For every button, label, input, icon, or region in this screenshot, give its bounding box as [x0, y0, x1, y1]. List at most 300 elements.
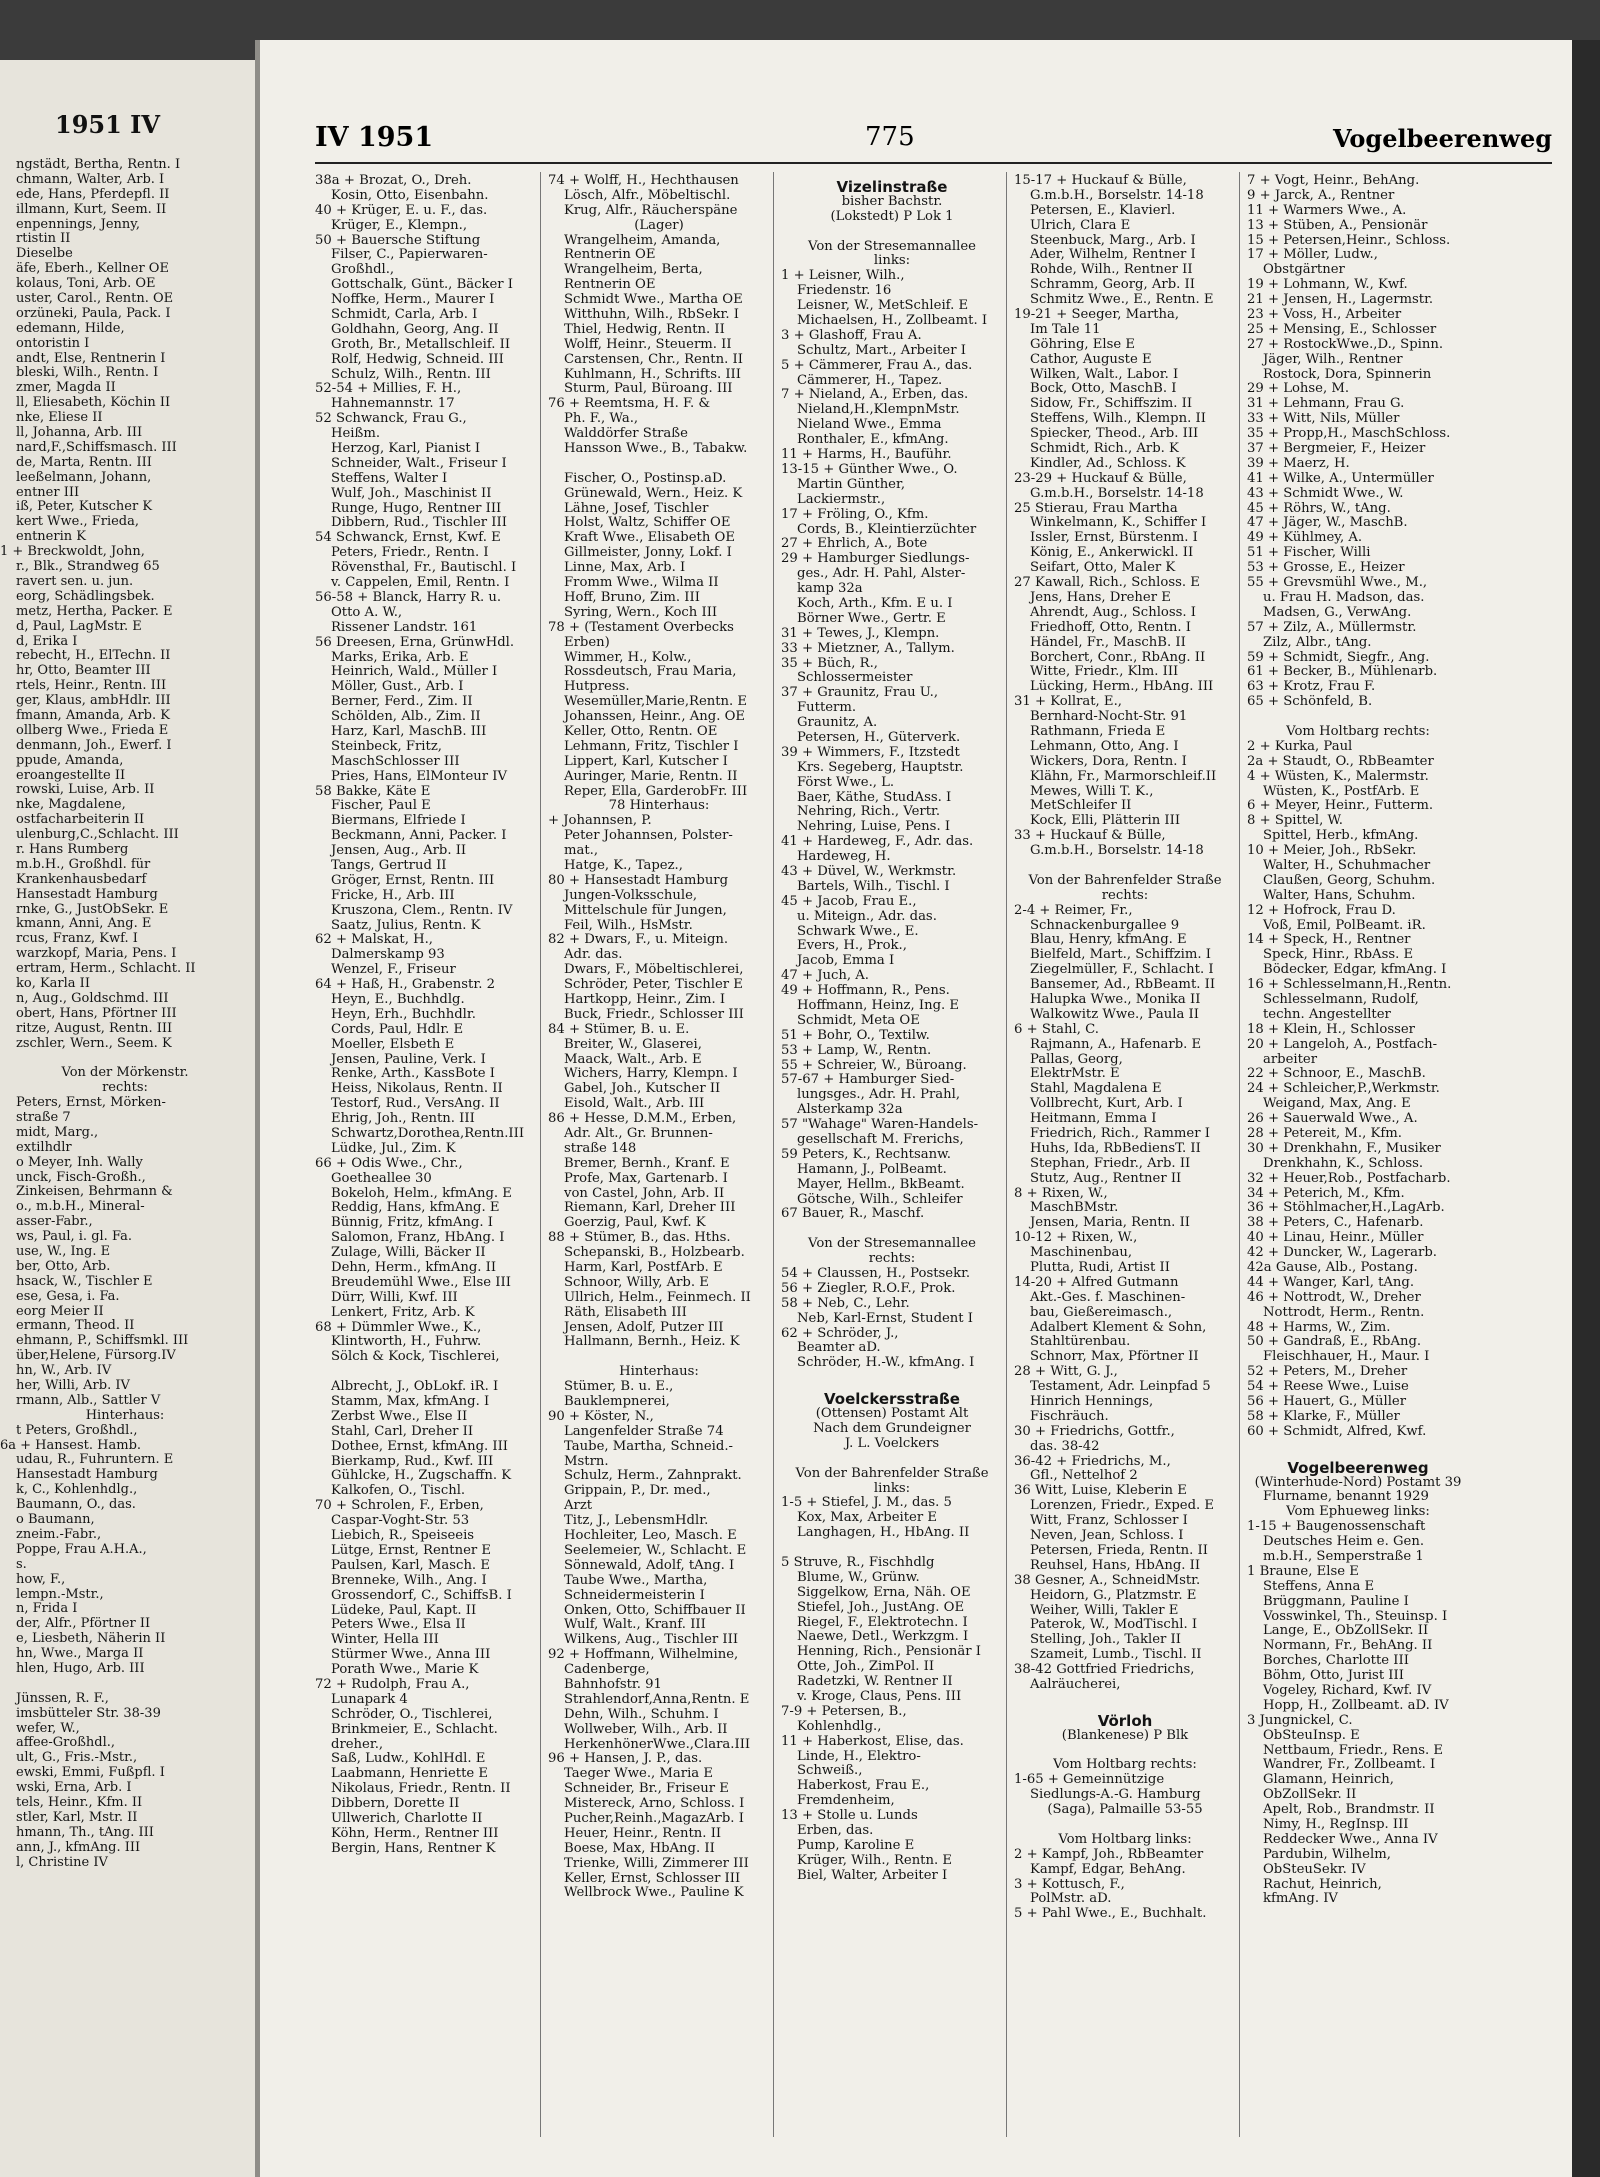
directory-entry: 96 + Hansen, J. P., das. — [548, 1752, 703, 1767]
directory-entry: Brüggmann, Pauline I — [1263, 1594, 1409, 1609]
directory-entry: 86 + Hesse, D.M.M., Erben, — [548, 1112, 737, 1127]
directory-entry: Moeller, Elsbeth E — [331, 1037, 455, 1052]
directory-entry: Von der Mörkenstr. — [61, 1066, 189, 1081]
directory-entry: Im Tale 11 — [1030, 322, 1101, 337]
directory-entry: Berner, Ferd., Zim. II — [331, 695, 473, 710]
directory-entry: Bokeloh, Helm., kfmAng. E — [331, 1186, 512, 1201]
directory-entry: 5 + Pahl Wwe., E., Buchhalt. — [1014, 1907, 1207, 1922]
directory-entry: Biermans, Elfriede I — [331, 814, 466, 829]
directory-entry: Hoffmann, Heinz, Ing. E — [797, 999, 960, 1013]
directory-entry: v. Kroge, Claus, Pens. III — [797, 1689, 962, 1704]
directory-entry: 7-9 + Petersen, B., — [781, 1704, 907, 1719]
directory-entry: 51 + Bohr, O., Textilw. — [781, 1028, 930, 1043]
directory-entry: Lähne, Josef, Tischler — [564, 501, 709, 516]
directory-entry: Pardubin, Wilhelm, — [1263, 1847, 1391, 1862]
blank-line — [781, 1452, 1003, 1467]
directory-entry: 7 + Nieland, A., Erben, das. — [781, 388, 969, 403]
directory-entry: 33 + Mietzner, A., Tallym. — [781, 641, 955, 656]
directory-entry: Biel, Walter, Arbeiter I — [797, 1868, 948, 1883]
directory-entry: rowski, Luise, Arb. II — [16, 783, 155, 798]
directory-entry: Goerzig, Paul, Kwf. K — [564, 1216, 706, 1231]
directory-entry: Marks, Erika, Arb. E — [331, 650, 469, 665]
directory-entry: use, W., Ing. E — [16, 1245, 111, 1260]
directory-entry: über,Helene, Fürsorg.IV — [16, 1349, 176, 1364]
directory-entry: e, Liesbeth, Näherin II — [16, 1632, 166, 1647]
directory-entry: 78 + (Testament Overbecks — [548, 620, 734, 635]
directory-entry: obert, Hans, Pförtner III — [16, 1006, 177, 1021]
directory-entry: Reuhsel, Hans, HbAng. II — [1030, 1558, 1201, 1573]
directory-entry: 40 + Linau, Heinr., Müller — [1247, 1231, 1424, 1246]
directory-entry: midt, Marg., — [16, 1125, 99, 1140]
directory-entry: Mewes, Willi T. K., — [1030, 784, 1154, 799]
directory-entry: arbeiter — [1263, 1052, 1318, 1067]
directory-entry: 32 + Heuer,Rob., Postfacharb. — [1247, 1171, 1451, 1186]
directory-entry: Gröger, Ernst, Rentn. III — [331, 873, 495, 888]
page-year: IV 1951 — [315, 122, 434, 153]
directory-entry: Paterok, W., ModTischl. I — [1030, 1618, 1198, 1633]
directory-entry: Hatge, K., Tapez., — [564, 858, 683, 873]
directory-entry: t Peters, Großhdl., — [16, 1423, 138, 1438]
directory-entry: o., m.b.H., Mineral- — [16, 1200, 145, 1215]
directory-entry: Wilkens, Aug., Tischler III — [564, 1633, 739, 1648]
directory-entry: eorg, Schädlingsbek. — [16, 589, 155, 604]
directory-entry: Friedhoff, Otto, Rentn. I — [1030, 620, 1191, 635]
directory-entry: ann, J., kfmAng. III — [16, 1840, 141, 1855]
directory-entry: bau, Gießereimasch., — [1030, 1305, 1173, 1320]
directory-entry: 38 + Peters, C., Hafenarb. — [1247, 1216, 1424, 1231]
directory-entry: 21 + Jensen, H., Lagermstr. — [1247, 293, 1434, 308]
directory-page — [260, 40, 1572, 2177]
directory-entry: Rentnerin OE — [564, 278, 656, 293]
directory-entry: 45 + Röhrs, W., tAng. — [1247, 501, 1391, 516]
directory-entry: ertram, Herm., Schlacht. II — [16, 962, 196, 977]
directory-entry: unck, Fisch-Großh., — [16, 1170, 146, 1185]
directory-entry: Obstgärtner — [1263, 263, 1345, 278]
directory-entry: 60 + Schmidt, Alfred, Kwf. — [1247, 1424, 1427, 1439]
blank-line — [1014, 1818, 1236, 1833]
directory-entry: 58 + Neb, C., Lehr. — [781, 1296, 910, 1311]
directory-entry: Arzt — [564, 1499, 593, 1514]
directory-entry: 33 + Huckauf & Bülle, — [1014, 829, 1166, 844]
directory-entry: Issler, Ernst, Bürstenm. I — [1030, 531, 1198, 546]
directory-entry: Stutz, Aug., Rentner II — [1030, 1171, 1182, 1186]
directory-entry: Schölden, Alb., Zim. II — [331, 710, 481, 725]
directory-entry: Speck, Hinr., RbAss. E — [1263, 948, 1414, 963]
directory-entry: 28 + Petereit, M., Kfm. — [1247, 1127, 1402, 1141]
directory-entry: ll, Johanna, Arb. III — [16, 426, 143, 441]
directory-entry: Petersen, Frieda, Rentn. II — [1030, 1543, 1208, 1558]
directory-entry: Dothee, Ernst, kfmAng. III — [331, 1439, 509, 1454]
directory-entry: Stürmer Wwe., Anna III — [331, 1648, 491, 1663]
directory-entry: Nieland Wwe., Emma — [797, 418, 942, 433]
directory-entry: Stahl, Magdalena E — [1030, 1082, 1162, 1097]
directory-entry: Ronthaler, E., kfmAng. — [797, 433, 949, 448]
directory-entry: Hochleiter, Leo, Masch. E — [564, 1529, 737, 1544]
directory-entry: mat., — [564, 844, 599, 859]
directory-entry: 22 + Schnoor, E., MaschB. — [1247, 1067, 1426, 1082]
directory-entry: Grossendorf, C., SchiffsB. I — [331, 1588, 512, 1603]
directory-entry: Petersen, E., Klavierl. — [1030, 203, 1176, 218]
column-3 — [781, 174, 1003, 1884]
column-divider — [773, 172, 774, 2137]
directory-entry: Reddig, Hans, kfmAng. E — [331, 1201, 500, 1216]
directory-entry: kmann, Anni, Ang. E — [16, 917, 152, 932]
directory-entry: d, Paul, LagMstr. E — [16, 619, 142, 634]
directory-entry: nard,F.,Schiffsmasch. III — [16, 440, 177, 455]
directory-entry: König, E., Ankerwickl. II — [1030, 546, 1194, 561]
directory-entry: Radetzki, W. Rentner II — [797, 1675, 953, 1690]
directory-entry: Wolff, Heinr., Steuerm. II — [564, 337, 732, 352]
directory-entry: Heitmann, Emma I — [1030, 1112, 1157, 1127]
directory-entry: Laabmann, Henriette E — [331, 1767, 489, 1782]
directory-entry: Cämmerer, H., Tapez. — [797, 373, 943, 388]
directory-entry: affee-Großhdl., — [16, 1736, 115, 1751]
directory-entry: hlen, Hugo, Arb. III — [16, 1661, 145, 1676]
directory-entry: 19-21 + Seeger, Martha, — [1014, 308, 1180, 323]
directory-entry: m.b.H., Semperstraße 1 — [1263, 1549, 1424, 1564]
directory-entry: Heidorn, G., Platzmstr. E — [1030, 1588, 1197, 1603]
directory-entry: Bremer, Bernh., Kranf. E — [564, 1156, 730, 1171]
directory-entry: zneim.-Fabr., — [16, 1527, 102, 1542]
directory-entry: Deutsches Heim e. Gen. — [1263, 1535, 1425, 1550]
directory-entry: 36-42 + Friedrichs, M., — [1014, 1454, 1171, 1469]
directory-entry: 62 + Malskat, H., — [315, 933, 433, 948]
directory-entry: Beamter aD. — [797, 1341, 881, 1356]
directory-entry: Bünnig, Fritz, kfmAng. I — [331, 1216, 493, 1231]
directory-entry: 14-20 + Alfred Gutmann — [1014, 1275, 1179, 1290]
directory-entry: ObSteuSekr. IV — [1263, 1862, 1366, 1877]
directory-entry: Nieland,H.,KlempnMstr. — [797, 403, 960, 418]
directory-entry: Götsche, Wilh., Schleifer — [797, 1192, 963, 1207]
directory-entry: Hansson Wwe., B., Tabakw. — [564, 442, 748, 457]
directory-entry: 14 + Speck, H., Rentner — [1247, 933, 1411, 948]
directory-entry: Schulz, Herm., Zahnprakt. — [564, 1469, 742, 1484]
directory-entry: Pump, Karoline E — [797, 1838, 915, 1853]
directory-entry: Normann, Fr., BehAng. II — [1263, 1639, 1433, 1654]
directory-entry: asser-Fabr., — [16, 1215, 93, 1230]
directory-entry: Sidow, Fr., Schiffszim. II — [1030, 397, 1193, 412]
directory-entry: Krüger, Wilh., Rentn. E — [797, 1853, 952, 1868]
directory-entry: Witte, Friedr., Klm. III — [1030, 665, 1179, 680]
directory-entry: 30 + Drenkhahn, F., Musiker — [1247, 1141, 1441, 1156]
directory-entry: ritze, August, Rentn. III — [16, 1021, 173, 1036]
directory-entry: 39 + Maerz, H. — [1247, 456, 1350, 471]
directory-entry: Jacob, Emma I — [797, 954, 895, 969]
left-page-column — [0, 158, 250, 1870]
directory-entry: Langenfelder Straße 74 — [564, 1424, 724, 1439]
directory-entry: Auringer, Marie, Rentn. II — [564, 769, 738, 784]
directory-entry: Wenzel, F., Friseur — [331, 963, 456, 978]
directory-entry: Walddörfer Straße — [564, 427, 688, 442]
directory-entry: Rentnerin OE — [564, 248, 656, 263]
directory-entry: Schramm, Georg, Arb. II — [1030, 278, 1195, 293]
directory-entry: Mayer, Hellm., BkBeamt. — [797, 1177, 965, 1192]
directory-entry: Lösch, Alfr., Möbeltischl. — [564, 188, 731, 203]
directory-entry: Nehring, Rich., Vertr. — [797, 805, 941, 820]
directory-entry: 82 + Dwars, F., u. Miteign. — [548, 933, 729, 948]
directory-entry: lempn.-Mstr., — [16, 1587, 104, 1602]
directory-entry: rebecht, H., ElTechn. II — [16, 649, 171, 664]
directory-entry: Buck, Friedr., Schlosser III — [564, 1007, 744, 1022]
directory-entry: bleski, Wilh., Rentn. I — [16, 366, 159, 381]
directory-entry: 80 + Hansestadt Hamburg — [548, 873, 729, 888]
directory-entry: ermann, Theod. II — [16, 1319, 135, 1334]
directory-entry: PolMstr. aD. — [1030, 1892, 1112, 1907]
directory-entry: how, F., — [16, 1572, 66, 1587]
directory-entry: 31 + Tewes, J., Klempn. — [781, 626, 940, 641]
directory-entry: Fricke, H., Arb. III — [331, 888, 455, 903]
directory-entry: 23-29 + Huckauf & Bülle, — [1014, 471, 1187, 486]
directory-entry: 54 + Reese Wwe., Luise — [1247, 1380, 1409, 1395]
directory-entry: hmann, Th., tAng. III — [16, 1825, 154, 1840]
directory-entry: Schmidt Wwe., Martha OE — [564, 293, 743, 308]
directory-entry: 90 + Köster, N., — [548, 1409, 654, 1424]
directory-entry: Drenkhahn, K., Schloss. — [1263, 1156, 1424, 1171]
directory-entry: Otto A. W., — [331, 605, 403, 620]
directory-entry: nke, Eliese II — [16, 411, 103, 426]
directory-entry: G.m.b.H., Borselstr. 14-18 — [1030, 486, 1204, 501]
directory-entry: Boese, Max, HbAng. II — [564, 1841, 715, 1856]
directory-entry: s. — [16, 1557, 27, 1572]
directory-entry: Großhdl., — [331, 263, 395, 278]
directory-entry: 27 + Ehrlich, A., Bote — [781, 537, 928, 552]
directory-entry: zschler, Wern., Seem. K — [16, 1036, 172, 1051]
directory-entry: 5 Struve, R., Fischhdlg — [781, 1555, 935, 1570]
directory-entry: her, Willi, Arb. IV — [16, 1379, 130, 1394]
directory-entry: Hartkopp, Heinr., Zim. I — [564, 992, 726, 1007]
directory-entry: 49 + Kühlmey, A. — [1247, 531, 1363, 546]
directory-entry: tels, Heinr., Kfm. II — [16, 1795, 143, 1810]
directory-entry: Halupka Wwe., Monika II — [1030, 992, 1201, 1007]
directory-entry: Michaelsen, H., Zollbeamt. I — [797, 314, 988, 329]
directory-entry: Schnackenburgallee 9 — [1030, 918, 1180, 933]
directory-entry: 39 + Wimmers, F., Itzstedt — [781, 745, 960, 760]
directory-entry: Pucher,Reinh.,MagazArb. I — [564, 1811, 744, 1826]
directory-entry: Holst, Waltz, Schiffer OE — [564, 516, 731, 531]
directory-entry: Lütge, Ernst, Rentner E — [331, 1543, 492, 1558]
directory-entry: Wickers, Dora, Rentn. I — [1030, 754, 1187, 769]
column-divider — [1006, 172, 1007, 2137]
directory-entry: Kampf, Edgar, BehAng. — [1030, 1862, 1186, 1877]
directory-entry: 56 Dreesen, Erna, GrünwHdl. — [315, 635, 515, 650]
directory-entry: straße 7 — [16, 1111, 71, 1125]
directory-entry: Hahnemannstr. 17 — [331, 397, 455, 412]
directory-entry: Nottrodt, Herm., Rentn. — [1263, 1305, 1425, 1320]
directory-entry: Hallmann, Bernh., Heiz. K — [564, 1335, 740, 1350]
directory-entry: 52 Schwanck, Frau G., — [315, 412, 467, 427]
directory-entry: Henning, Rich., Pensionär I — [797, 1645, 981, 1660]
directory-entry: Cadenberge, — [564, 1663, 650, 1678]
directory-entry: Hardeweg, H. — [797, 850, 891, 865]
directory-entry: Grippain, P., Dr. med., — [564, 1484, 711, 1499]
directory-entry: ll, Eliesabeth, Köchin II — [16, 396, 171, 411]
directory-entry: r. Hans Rumberg — [16, 842, 129, 857]
directory-entry: Harz, Karl, MaschB. III — [331, 724, 487, 739]
directory-entry: u. Miteign., Adr. das. — [797, 909, 937, 924]
directory-entry: 2 + Kampf, Joh., RbBeamter — [1014, 1847, 1204, 1862]
directory-entry: Von der Bahrenfelder Straße — [795, 1466, 989, 1481]
directory-entry: imsbütteler Str. 38-39 — [16, 1706, 161, 1721]
directory-entry: Lenkert, Fritz, Arb. K — [331, 1305, 475, 1320]
directory-entry: Syring, Wern., Koch III — [564, 605, 718, 620]
directory-entry: Dürr, Willi, Kwf. III — [331, 1290, 458, 1305]
directory-entry: Ader, Wilhelm, Rentner I — [1030, 248, 1196, 263]
directory-entry: 30 + Friedrichs, Gottfr., — [1014, 1424, 1175, 1439]
directory-entry: 3 + Kottusch, F., — [1014, 1877, 1125, 1892]
column-divider — [540, 172, 541, 2137]
directory-entry: Fischer, O., Postinsp.aD. — [564, 471, 727, 486]
directory-entry: d, Erika I — [16, 634, 78, 649]
directory-entry: Flurname, benannt 1929 — [1263, 1490, 1429, 1505]
directory-entry: (Winterhude-Nord) Postamt 39 — [1254, 1475, 1462, 1490]
directory-entry: Stelling, Joh., Takler II — [1030, 1633, 1181, 1648]
directory-entry: Huhs, Ida, RbBediensT. II — [1030, 1141, 1201, 1156]
directory-entry: 56-58 + Blanck, Harry R. u. — [315, 590, 502, 605]
directory-entry: 1-65 + Gemeinnützige — [1014, 1773, 1165, 1788]
directory-entry: Jäger, Wilh., Rentner — [1263, 352, 1403, 367]
directory-entry: rechts: — [102, 1081, 148, 1096]
directory-entry: Trienke, Willi, Zimmerer III — [564, 1856, 749, 1871]
directory-entry: 10 + Meier, Joh., RbSekr. — [1247, 844, 1417, 859]
directory-entry: Krs. Segeberg, Hauptstr. — [797, 760, 964, 775]
directory-entry: Kalkofen, O., Tischl. — [331, 1484, 466, 1499]
directory-entry: Weiher, Willi, Takler E — [1030, 1603, 1179, 1618]
directory-entry: Stahltürenbau. — [1030, 1335, 1131, 1350]
directory-entry: Salomon, Franz, HbAng. I — [331, 1231, 505, 1246]
directory-entry: Schmitz Wwe., E., Rentn. E — [1030, 293, 1214, 308]
directory-entry: Baer, Käthe, StudAss. I — [797, 790, 952, 805]
directory-entry: 27 + RostockWwe.,D., Spinn. — [1247, 337, 1444, 352]
directory-entry: Vom Ephueweg links: — [1286, 1505, 1430, 1520]
directory-entry: Cords, B., Kleintierzüchter — [797, 522, 977, 537]
directory-entry: 15-17 + Huckauf & Bülle, — [1014, 174, 1187, 188]
directory-entry: rtels, Heinr., Rentn. III — [16, 679, 167, 694]
directory-entry: Friedenstr. 16 — [797, 284, 892, 299]
directory-entry: ObSteuInsp. E — [1263, 1728, 1360, 1743]
blank-line — [315, 1365, 537, 1380]
directory-entry: Lehmann, Otto, Ang. I — [1030, 739, 1179, 754]
directory-entry: Bartels, Wilh., Tischl. I — [797, 879, 950, 894]
directory-entry: Nach dem Grundeigner — [813, 1421, 971, 1436]
directory-entry: Wrangelheim, Amanda, — [564, 233, 721, 248]
directory-entry: wefer, W., — [16, 1721, 80, 1736]
directory-entry: (Saga), Palmaille 53-55 — [1047, 1803, 1203, 1818]
directory-entry: Dehn, Herm., kfmAng. II — [331, 1261, 497, 1276]
directory-entry: Schwark Wwe., E. — [797, 924, 919, 939]
directory-entry: 67 Bauer, R., Maschf. — [781, 1207, 925, 1222]
directory-entry: Gfl., Nettelhof 2 — [1030, 1469, 1138, 1484]
directory-entry: Dibbern, Rud., Tischler III — [331, 516, 507, 531]
directory-entry: Poppe, Frau A.H.A., — [16, 1542, 147, 1557]
blank-line — [548, 1350, 770, 1365]
directory-entry: ese, Gesa, i. Fa. — [16, 1289, 120, 1304]
directory-entry: Fischräuch. — [1030, 1409, 1109, 1424]
directory-entry: 17 + Möller, Ludw., — [1247, 248, 1378, 263]
directory-entry: Kohlenhdlg., — [797, 1719, 882, 1734]
directory-entry: (Blankenese) P Blk — [1061, 1728, 1189, 1743]
directory-entry: 1-5 + Stiefel, J. M., das. 5 — [781, 1496, 952, 1511]
directory-entry: warzkopf, Maria, Pens. I — [16, 947, 177, 962]
directory-entry: 57 + Zilz, A., Müllermstr. — [1247, 620, 1417, 635]
directory-entry: 88 + Stümer, B., das. Hths. — [548, 1231, 731, 1246]
directory-entry: Aalräucherei, — [1030, 1677, 1121, 1692]
directory-entry: Winkelmann, K., Schiffer I — [1030, 516, 1207, 531]
directory-entry: Stümer, B. u. E., — [564, 1380, 674, 1395]
scanner-edge — [1572, 40, 1600, 2177]
directory-entry: Ullrich, Helm., Feinmech. II — [564, 1290, 751, 1305]
directory-entry: Bierkamp, Rud., Kwf. III — [331, 1454, 494, 1469]
directory-entry: 59 + Schmidt, Siegfr., Ang. — [1247, 650, 1430, 665]
directory-entry: Walter, Hans, Schuhm. — [1263, 888, 1416, 903]
directory-entry: Schmidt, Meta OE — [797, 1013, 920, 1028]
directory-entry: 8 + Spittel, W. — [1247, 814, 1343, 829]
directory-entry: Gottschalk, Günt., Bäcker I — [331, 278, 514, 293]
directory-entry: 78 Hinterhaus: — [608, 799, 710, 814]
directory-entry: 8 + Rixen, W., — [1014, 1186, 1108, 1201]
directory-entry: 29 + Hamburger Siedlungs- — [781, 552, 970, 567]
directory-entry: 24 + Schleicher,P.,Werkmstr. — [1247, 1082, 1440, 1097]
directory-entry: 58 + Klarke, F., Müller — [1247, 1409, 1400, 1424]
directory-entry: 48 + Harms, W., Zim. — [1247, 1320, 1391, 1335]
directory-entry: 55 + Schreier, W., Büroang. — [781, 1058, 967, 1073]
directory-entry: 7 + Vogt, Heinr., BehAng. — [1247, 174, 1420, 188]
directory-entry: o Meyer, Inh. Wally — [16, 1155, 143, 1170]
directory-entry: Vosswinkel, Th., Steuinsp. I — [1263, 1609, 1448, 1624]
directory-entry: 65 + Schönfeld, B. — [1247, 695, 1373, 710]
directory-entry: nke, Magdalene, — [16, 798, 126, 813]
street-heading: Voelckersstraße — [824, 1390, 960, 1409]
directory-entry: Vogeley, Richard, Kwf. IV — [1263, 1683, 1432, 1698]
directory-entry: Rajmann, A., Hafenarb. E — [1030, 1037, 1202, 1052]
directory-entry: 41 + Wilke, A., Untermüller — [1247, 471, 1434, 486]
directory-entry: Ph. F., Wa., — [564, 412, 639, 427]
directory-entry: Hopp, H., Zollbeamt. aD. IV — [1263, 1698, 1449, 1713]
directory-entry: Thiel, Hedwig, Rentn. II — [564, 322, 725, 337]
directory-entry: Steffens, Anna E — [1263, 1579, 1375, 1594]
directory-entry: Ehrig, Joh., Rentn. III — [331, 1112, 475, 1127]
directory-entry: Vom Holtbarg links: — [1058, 1832, 1192, 1847]
directory-entry: 31 + Lehmann, Frau G. — [1247, 397, 1405, 412]
directory-entry: eorg Meier II — [16, 1304, 104, 1319]
column-5 — [1247, 174, 1469, 1907]
directory-entry: Spiecker, Theod., Arb. III — [1030, 427, 1199, 442]
directory-entry: Breiter, W., Glaserei, — [564, 1037, 702, 1052]
directory-entry: Claußen, Georg, Schuhm. — [1263, 873, 1436, 888]
directory-entry: 31 + Kollrat, E., — [1014, 695, 1122, 710]
directory-entry: Wollweber, Wilh., Arb. II — [564, 1722, 728, 1737]
directory-entry: edemann, Hilde, — [16, 321, 125, 336]
directory-entry: Dibbern, Dorette II — [331, 1797, 460, 1812]
directory-entry: Peter Johannsen, Polster- — [564, 829, 733, 844]
directory-entry: Steenbuck, Marg., Arb. I — [1030, 233, 1196, 248]
directory-entry: Bergin, Hans, Rentner K — [331, 1841, 496, 1856]
street-heading: Vizelinstraße — [836, 178, 948, 196]
directory-entry: Witthuhn, Wilh., RbSekr. I — [564, 308, 739, 323]
directory-entry: Von der Stresemannallee — [808, 1237, 976, 1252]
directory-entry: Jensen, Maria, Rentn. II — [1030, 1216, 1190, 1231]
directory-entry: fmann, Amanda, Arb. K — [16, 708, 170, 723]
directory-entry: ostfacharbeiterin II — [16, 813, 145, 828]
directory-entry: m.b.H., Großhdl. für — [16, 857, 151, 872]
directory-entry: äfe, Eberh., Kellner OE — [16, 262, 169, 277]
directory-entry: Börner Wwe., Gertr. E — [797, 611, 946, 626]
directory-entry: MaschBMstr. — [1030, 1201, 1119, 1216]
directory-entry: Martin Günther, — [797, 477, 906, 492]
directory-entry: Renke, Arth., KassBote I — [331, 1067, 495, 1082]
directory-entry: Schulz, Wilh., Rentn. III — [331, 367, 491, 382]
directory-entry: 36 + Stöhlmacher,H.,LagArb. — [1247, 1201, 1445, 1216]
directory-entry: Först Wwe., L. — [797, 775, 895, 790]
